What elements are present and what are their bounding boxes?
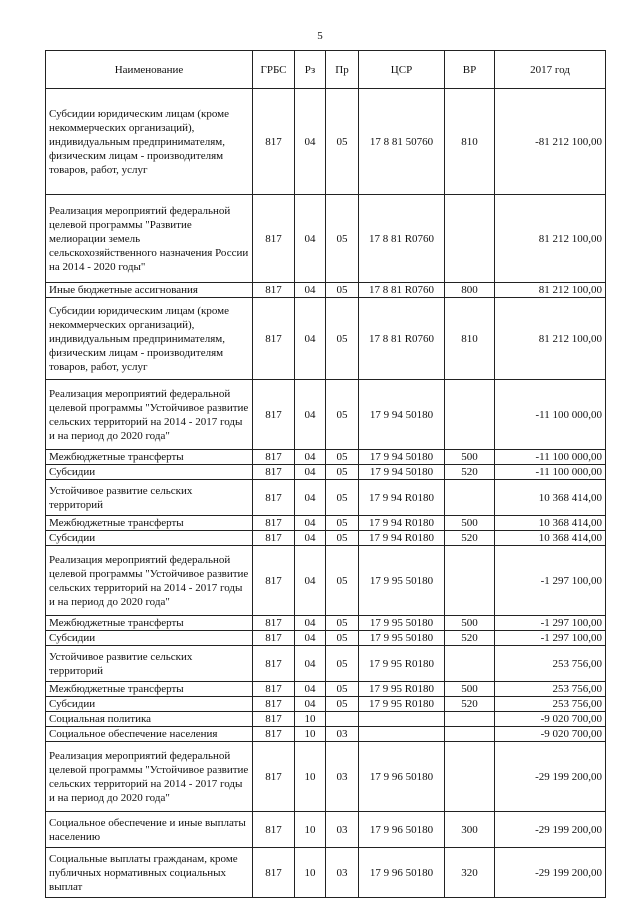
row-amount: 253 756,00 xyxy=(495,646,606,682)
row-amount: 253 756,00 xyxy=(495,697,606,712)
row-vr: 500 xyxy=(445,616,495,631)
row-pr: 05 xyxy=(326,616,359,631)
row-rz: 04 xyxy=(295,531,326,546)
row-vr: 520 xyxy=(445,465,495,480)
row-name: Субсидии xyxy=(46,697,253,712)
row-vr: 500 xyxy=(445,682,495,697)
row-amount: -11 100 000,00 xyxy=(495,465,606,480)
row-pr: 05 xyxy=(326,298,359,380)
table-row xyxy=(46,646,606,682)
row-grbs: 817 xyxy=(253,298,295,380)
row-name: Субсидии юридическим лицам (кроме некоммерческих организаций), индивидуальным предпринимателям, физическим лицам - производителям товаров, работ, услуг xyxy=(46,298,253,380)
row-pr: 05 xyxy=(326,195,359,283)
row-grbs: 817 xyxy=(253,89,295,195)
row-rz: 10 xyxy=(295,712,326,727)
table-row xyxy=(46,195,606,283)
row-rz: 04 xyxy=(295,380,326,450)
row-vr: 810 xyxy=(445,89,495,195)
table-row xyxy=(46,298,606,380)
row-vr xyxy=(445,712,495,727)
row-rz: 04 xyxy=(295,195,326,283)
row-amount: -1 297 100,00 xyxy=(495,631,606,646)
row-csr: 17 9 95 50180 xyxy=(359,616,445,631)
row-rz: 04 xyxy=(295,631,326,646)
row-vr xyxy=(445,480,495,516)
table-row xyxy=(46,450,606,465)
row-name: Устойчивое развитие сельских территорий xyxy=(46,646,253,682)
header-csr: ЦСР xyxy=(359,51,445,89)
row-vr: 800 xyxy=(445,283,495,298)
row-vr xyxy=(445,380,495,450)
row-amount: 81 212 100,00 xyxy=(495,195,606,283)
row-rz: 10 xyxy=(295,812,326,848)
row-csr: 17 9 94 R0180 xyxy=(359,480,445,516)
row-name: Реализация мероприятий федеральной целевой программы "Устойчивое развитие сельских территорий на 2014 - 2017 годы и на период до 2020 года" xyxy=(46,546,253,616)
row-vr xyxy=(445,742,495,812)
row-csr: 17 9 94 R0180 xyxy=(359,531,445,546)
row-csr: 17 9 94 R0180 xyxy=(359,516,445,531)
row-amount: 10 368 414,00 xyxy=(495,480,606,516)
header-name: Наименование xyxy=(46,51,253,89)
row-rz: 04 xyxy=(295,646,326,682)
row-amount: 81 212 100,00 xyxy=(495,283,606,298)
row-pr xyxy=(326,712,359,727)
page-number: 5 xyxy=(317,30,323,42)
row-amount: 10 368 414,00 xyxy=(495,516,606,531)
row-grbs: 817 xyxy=(253,631,295,646)
header-pr: Пр xyxy=(326,51,359,89)
table-row xyxy=(46,682,606,697)
row-rz: 10 xyxy=(295,848,326,898)
table-row xyxy=(46,848,606,898)
table-row xyxy=(46,283,606,298)
table-row xyxy=(46,697,606,712)
row-name: Субсидии юридическим лицам (кроме некоммерческих организаций), индивидуальным предпринимателям, физическим лицам - производителям товаров, работ, услуг xyxy=(46,89,253,195)
row-vr: 520 xyxy=(445,631,495,646)
row-vr: 520 xyxy=(445,531,495,546)
row-grbs: 817 xyxy=(253,531,295,546)
row-csr: 17 9 95 50180 xyxy=(359,546,445,616)
row-csr: 17 9 95 50180 xyxy=(359,631,445,646)
row-pr: 05 xyxy=(326,380,359,450)
row-name: Межбюджетные трансферты xyxy=(46,682,253,697)
row-name: Иные бюджетные ассигнования xyxy=(46,283,253,298)
row-amount: -11 100 000,00 xyxy=(495,450,606,465)
row-csr: 17 9 96 50180 xyxy=(359,742,445,812)
row-grbs: 817 xyxy=(253,697,295,712)
row-grbs: 817 xyxy=(253,616,295,631)
row-grbs: 817 xyxy=(253,283,295,298)
row-pr: 05 xyxy=(326,480,359,516)
row-amount: -9 020 700,00 xyxy=(495,727,606,742)
row-csr xyxy=(359,712,445,727)
row-rz: 04 xyxy=(295,450,326,465)
row-vr: 300 xyxy=(445,812,495,848)
row-pr: 05 xyxy=(326,89,359,195)
header-year: 2017 год xyxy=(495,51,606,89)
table-row xyxy=(46,742,606,812)
row-amount: 81 212 100,00 xyxy=(495,298,606,380)
row-pr: 03 xyxy=(326,812,359,848)
row-name: Субсидии xyxy=(46,531,253,546)
row-name: Реализация мероприятий федеральной целевой программы "Устойчивое развитие сельских территорий на 2014 - 2017 годы и на период до 2020 года" xyxy=(46,742,253,812)
row-rz: 04 xyxy=(295,516,326,531)
row-grbs: 817 xyxy=(253,712,295,727)
header-rz: Рз xyxy=(295,51,326,89)
table-row xyxy=(46,631,606,646)
row-amount: -9 020 700,00 xyxy=(495,712,606,727)
header-grbs: ГРБС xyxy=(253,51,295,89)
row-pr: 05 xyxy=(326,697,359,712)
row-rz: 04 xyxy=(295,480,326,516)
row-pr: 05 xyxy=(326,283,359,298)
row-grbs: 817 xyxy=(253,195,295,283)
budget-table xyxy=(45,50,606,898)
row-rz: 10 xyxy=(295,742,326,812)
row-rz: 04 xyxy=(295,616,326,631)
row-rz: 04 xyxy=(295,465,326,480)
row-vr: 500 xyxy=(445,450,495,465)
row-name: Социальное обеспечение и иные выплаты населению xyxy=(46,812,253,848)
row-pr: 05 xyxy=(326,531,359,546)
row-rz: 10 xyxy=(295,727,326,742)
row-grbs: 817 xyxy=(253,742,295,812)
table-header-row xyxy=(46,51,606,89)
row-vr xyxy=(445,195,495,283)
row-pr: 05 xyxy=(326,631,359,646)
row-pr: 05 xyxy=(326,465,359,480)
row-rz: 04 xyxy=(295,682,326,697)
table-row xyxy=(46,531,606,546)
row-csr: 17 8 81 50760 xyxy=(359,89,445,195)
row-amount: -29 199 200,00 xyxy=(495,812,606,848)
row-rz: 04 xyxy=(295,697,326,712)
row-grbs: 817 xyxy=(253,516,295,531)
row-csr: 17 8 81 R0760 xyxy=(359,298,445,380)
row-name: Социальное обеспечение населения xyxy=(46,727,253,742)
row-grbs: 817 xyxy=(253,380,295,450)
table-row xyxy=(46,380,606,450)
row-csr: 17 8 81 R0760 xyxy=(359,195,445,283)
row-pr: 05 xyxy=(326,516,359,531)
row-name: Субсидии xyxy=(46,465,253,480)
row-pr: 05 xyxy=(326,546,359,616)
row-csr: 17 9 96 50180 xyxy=(359,812,445,848)
row-amount: -11 100 000,00 xyxy=(495,380,606,450)
row-vr: 500 xyxy=(445,516,495,531)
row-name: Устойчивое развитие сельских территорий xyxy=(46,480,253,516)
table-row xyxy=(46,89,606,195)
row-vr: 810 xyxy=(445,298,495,380)
row-grbs: 817 xyxy=(253,546,295,616)
row-rz: 04 xyxy=(295,546,326,616)
row-pr: 05 xyxy=(326,682,359,697)
row-amount: 253 756,00 xyxy=(495,682,606,697)
row-amount: -1 297 100,00 xyxy=(495,616,606,631)
row-name: Реализация мероприятий федеральной целевой программы "Устойчивое развитие сельских территорий на 2014 - 2017 годы и на период до 2020 года" xyxy=(46,380,253,450)
row-vr: 320 xyxy=(445,848,495,898)
table-row xyxy=(46,712,606,727)
row-amount: -1 297 100,00 xyxy=(495,546,606,616)
table-row xyxy=(46,516,606,531)
row-rz: 04 xyxy=(295,283,326,298)
row-csr: 17 9 94 50180 xyxy=(359,450,445,465)
table-row xyxy=(46,812,606,848)
row-vr: 520 xyxy=(445,697,495,712)
row-name: Субсидии xyxy=(46,631,253,646)
row-grbs: 817 xyxy=(253,727,295,742)
row-rz: 04 xyxy=(295,89,326,195)
row-grbs: 817 xyxy=(253,450,295,465)
row-amount: 10 368 414,00 xyxy=(495,531,606,546)
row-csr: 17 9 94 50180 xyxy=(359,380,445,450)
row-vr xyxy=(445,727,495,742)
row-amount: -81 212 100,00 xyxy=(495,89,606,195)
row-csr: 17 9 96 50180 xyxy=(359,848,445,898)
row-pr: 03 xyxy=(326,848,359,898)
row-name: Социальные выплаты гражданам, кроме публичных нормативных социальных выплат xyxy=(46,848,253,898)
row-grbs: 817 xyxy=(253,812,295,848)
table-row xyxy=(46,727,606,742)
row-csr: 17 9 95 R0180 xyxy=(359,697,445,712)
row-csr: 17 9 94 50180 xyxy=(359,465,445,480)
row-grbs: 817 xyxy=(253,848,295,898)
row-csr: 17 8 81 R0760 xyxy=(359,283,445,298)
row-grbs: 817 xyxy=(253,682,295,697)
row-vr xyxy=(445,646,495,682)
row-csr: 17 9 95 R0180 xyxy=(359,646,445,682)
row-csr xyxy=(359,727,445,742)
table-row xyxy=(46,546,606,616)
row-amount: -29 199 200,00 xyxy=(495,848,606,898)
row-csr: 17 9 95 R0180 xyxy=(359,682,445,697)
row-grbs: 817 xyxy=(253,480,295,516)
table-row xyxy=(46,480,606,516)
row-pr: 03 xyxy=(326,727,359,742)
table-row xyxy=(46,465,606,480)
row-pr: 05 xyxy=(326,646,359,682)
row-amount: -29 199 200,00 xyxy=(495,742,606,812)
table-row xyxy=(46,616,606,631)
row-grbs: 817 xyxy=(253,646,295,682)
row-rz: 04 xyxy=(295,298,326,380)
row-name: Межбюджетные трансферты xyxy=(46,450,253,465)
row-pr: 05 xyxy=(326,450,359,465)
row-grbs: 817 xyxy=(253,465,295,480)
row-pr: 03 xyxy=(326,742,359,812)
header-vr: ВР xyxy=(445,51,495,89)
row-name: Социальная политика xyxy=(46,712,253,727)
row-name: Межбюджетные трансферты xyxy=(46,516,253,531)
row-name: Реализация мероприятий федеральной целевой программы "Развитие мелиорации земель сельскохозяйственного назначения России на 2014 - 2020 годы" xyxy=(46,195,253,283)
row-name: Межбюджетные трансферты xyxy=(46,616,253,631)
row-vr xyxy=(445,546,495,616)
